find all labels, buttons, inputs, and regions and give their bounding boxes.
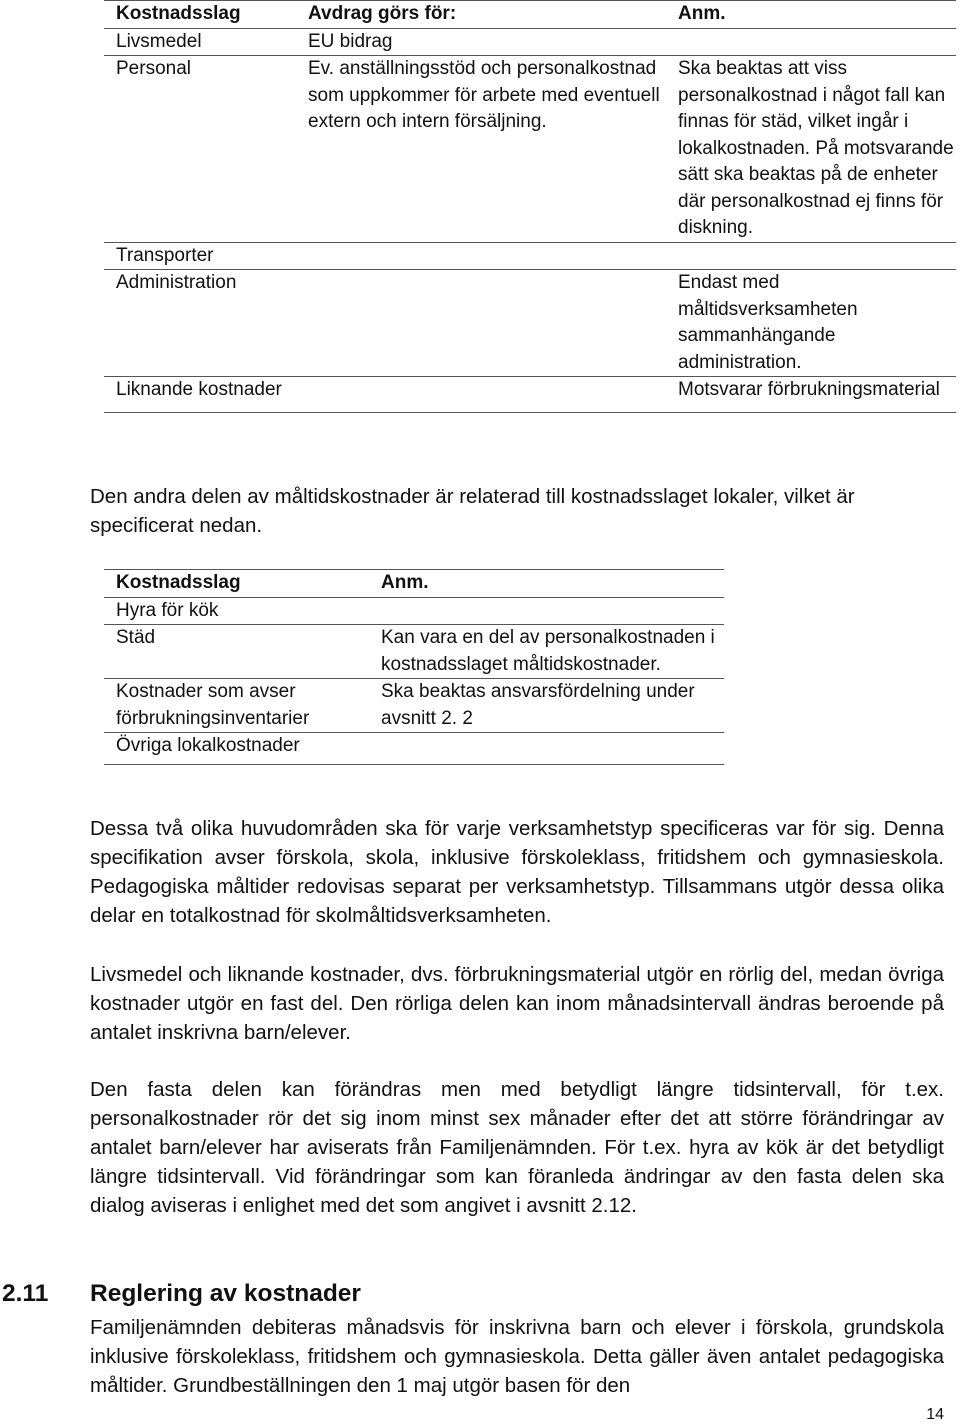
paragraph: Den andra delen av måltidskostnader är relaterad till kostnadsslaget lokaler, vilket är specificerat nedan. [90,485,855,537]
table-header-row [104,1,956,29]
table-cell: Livsmedel [116,30,202,52]
column-header: Kostnadsslag [116,572,241,593]
table-cell: Motsvarar förbrukningsmaterial [678,379,940,400]
table-cell: Ev. anställningsstöd och personalkostnad som uppkommer för arbete med eventuell extern och intern försäljning. [308,58,660,132]
table-cell [296,377,666,413]
table-cell [296,242,666,270]
paragraph: Dessa två olika huvudområden ska för varje verksamhetstyp specificeras var för sig. Denna specifikation avser förskola, skola, inklusive förskoleklass, fritidshem och gymnasieskola. Pedagogiska måltider redovisas separat per verksamhetstyp. Tillsammans utgör dessa olika delar en totalkostnad för skolmåltidsverksamheten. [90,817,944,927]
table-row [104,679,724,733]
column-header: Anm. [678,3,726,24]
table-row [104,733,724,765]
table-row [104,242,956,270]
paragraph: Familjenämnden debiteras månadsvis för inskrivna barn och elever i förskola, grundskola inklusive förskoleklass, fritidshem och gymnasieskola. Detta gäller även antalet pedagogiska måltider. Grundbeställningen den 1 maj utgör basen för den [90,1316,944,1397]
table-row [104,56,956,243]
table-header-row [104,570,724,598]
table-row [104,597,724,625]
column-header: Avdrag görs för: [308,3,457,24]
section-title: Reglering av kostnader [90,1280,361,1307]
table-cell [666,28,956,56]
column-header: Kostnadsslag [116,3,241,24]
table-cell: Transporter [116,244,214,266]
table-cell [369,597,724,625]
table-cell: Övriga lokalkostnader [116,735,300,756]
section-number: 2.11 [2,1280,49,1307]
table-row [104,625,724,679]
table-cell: Endast med måltidsverksamheten sammanhängande administration. [678,272,858,373]
table-cell: Personal [116,58,191,79]
table-cell: Kan vara en del av personalkostnaden i kostnadsslaget måltidskostnader. [381,627,715,675]
cost-table-meal [104,0,956,413]
cost-table-premises [104,569,724,765]
paragraph: Den fasta delen kan förändras men med betydligt längre tidsintervall, för t.ex. personalkostnader rör det sig inom minst sex månader efter det att större förändringar av antalet barn/elever har aviserats från Familjenämnden. För t.ex. hyra av kök är det betydligt längre tidsintervall. Vid förändringar som kan föranleda ändringar av den fasta delen ska dialog aviseras i enlighet med det som angivet i avsnitt 2.12. [90,1078,944,1217]
table-cell: Ska beaktas ansvarsfördelning under avsnitt 2. 2 [381,681,695,729]
table-cell: Hyra för kök [116,599,219,621]
table-cell: Liknande kostnader [116,379,282,400]
table-cell: Städ [116,627,156,648]
table-cell: Kostnader som avser förbrukningsinventarier [116,681,310,729]
table-cell: Ska beaktas att viss personalkostnad i något fall kan finnas för städ, vilket ingår i lokalkostnaden. På motsvarande sätt ska beaktas på de enheter där personalkostnad ej finns för diskning. [678,58,954,238]
column-header: Anm. [381,572,429,593]
table-cell: EU bidrag [308,30,393,52]
table-cell: Administration [116,272,237,293]
page-number: 14 [926,1406,944,1423]
table-row [104,377,956,413]
table-row [104,270,956,377]
table-cell [666,242,956,270]
table-cell [296,270,666,377]
table-row [104,28,956,56]
paragraph: Livsmedel och liknande kostnader, dvs. förbrukningsmaterial utgör en rörlig del, medan övriga kostnader utgör en fast del. Den rörliga delen kan inom månadsintervall ändras beroende på antalet inskrivna barn/elever. [90,963,944,1044]
table-cell [369,733,724,765]
